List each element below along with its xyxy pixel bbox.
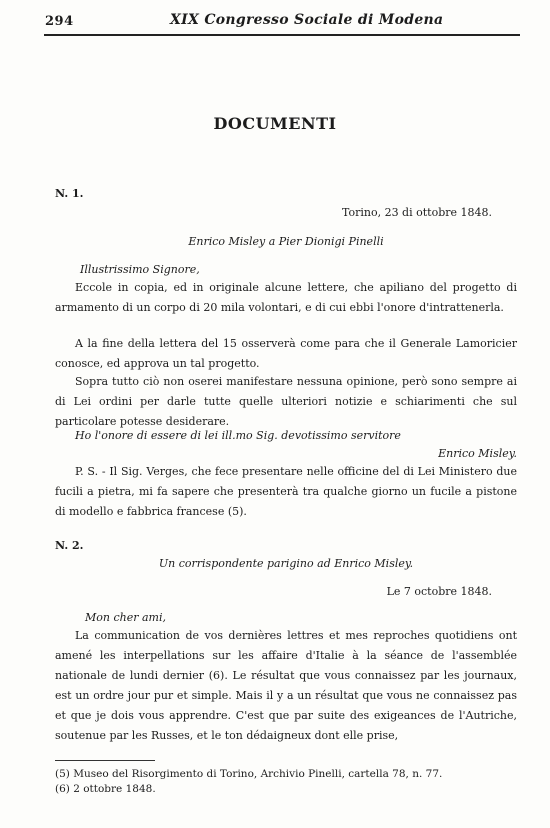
doc1-paragraph-2: A la fine della lettera del 15 osserverà come para che il Generale Lamoricier conosce, ed approva un tal progetto. [55,337,517,370]
doc1-closing: Ho l'onore di essere di lei ill.mo Sig. devotissimo servitore [75,429,401,442]
doc1-addressee: Enrico Misley a Pier Dionigi Pinelli [188,235,384,248]
doc2-salutation: Mon cher ami, [85,611,166,624]
doc2-addressee: Un corrispondente parigino ad Enrico Misley. [158,557,414,570]
running-title: XIX Congresso Sociale di Modena [170,12,444,28]
doc2-number: N. 2. [55,539,84,552]
doc1-salutation: Illustrissimo Signore, [80,263,200,276]
footnote-rule [55,760,155,761]
doc1-date: Torino, 23 di ottobre 1848. [341,206,492,219]
section-title: DOCUMENTI [213,114,337,133]
doc1-postscript: P. S. - Il Sig. Verges, che fece presentare nelle officine del di Lei Ministero due fucili a pietra, mi fa sapere che presenterà tra qualche giorno un fucile a pistone di modello e fabbrica francese (5). [55,465,517,518]
doc1-signature: Enrico Misley. [438,447,517,460]
header-rule [44,34,520,36]
footnote-5: (5) Museo del Risorgimento di Torino, Archivio Pinelli, cartella 78, n. 77. [55,768,443,780]
page-header [0,0,550,40]
page-number: 294 [45,14,74,29]
doc1-paragraph-3: Sopra tutto ciò non oserei manifestare nessuna opinione, però sono sempre ai di Lei ordini per darle tutte quelle ulteriori notizie e schiarimenti che sul particolare potesse desiderare. [55,375,517,428]
doc1-paragraph-1: Eccole in copia, ed in originale alcune lettere, che apiliano del progetto di armamento di un corpo di 20 mila volontari, e di cui ebbi l'onore d'intrattenerla. [55,281,517,314]
doc2-date: Le 7 octobre 1848. [386,585,492,598]
doc1-number: N. 1. [55,187,84,200]
footnote-6: (6) 2 ottobre 1848. [55,783,156,795]
doc2-paragraph-1: La communication de vos dernières lettres et mes reproches quotidiens ont amené les interpellations sur les affaire d'Italie à la séance de l'assemblée nationale de lundi dernier (6). Le résultat que vous connaissez par les journaux, est un ordre jour pur et simple. Mais il y a un résultat que vous ne connaissez pas et que je dois vous apprendre. C'est que par suite des exigeances de l'Autriche, soutenue par les Russes, et le ton dédaigneux dont elle prise, [55,629,517,742]
